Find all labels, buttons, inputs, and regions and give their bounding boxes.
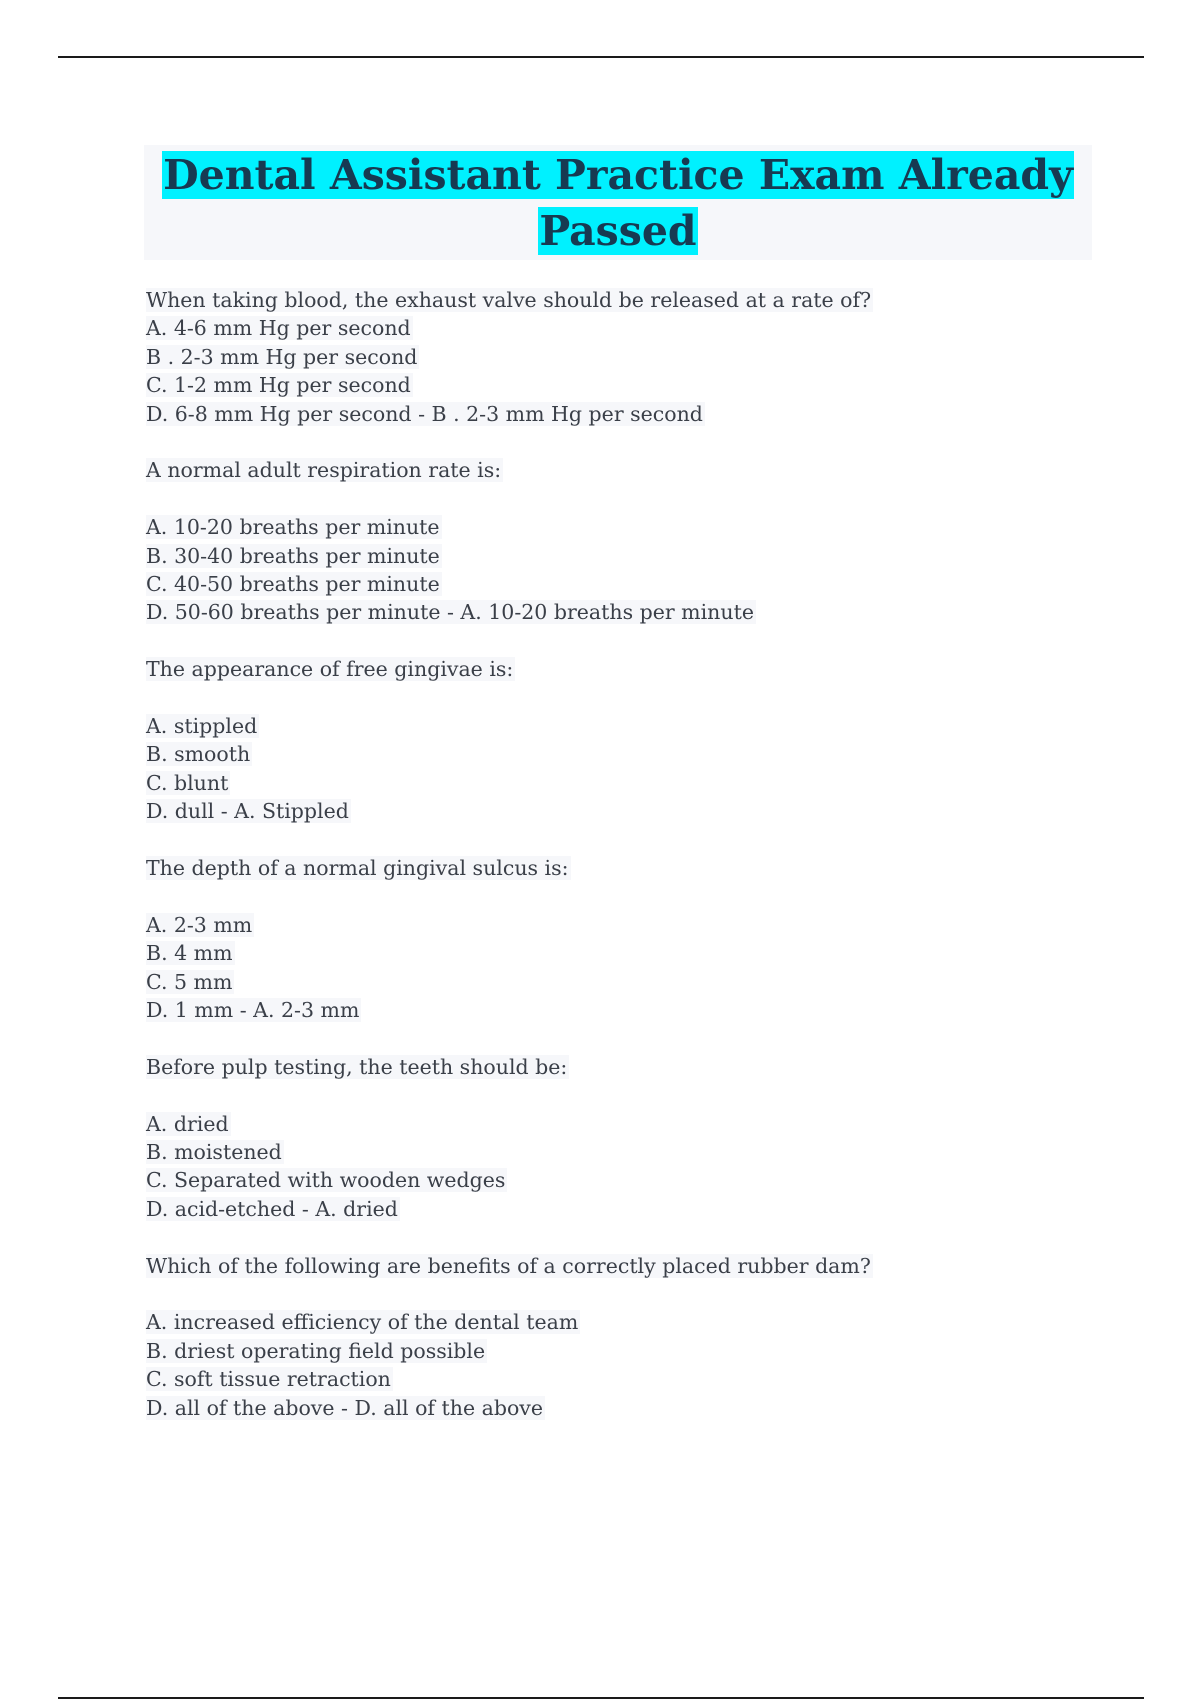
question-text: Which of the following are benefits of a correctly placed rubber dam?	[146, 1253, 871, 1278]
question-text: Before pulp testing, the teeth should be:	[146, 1054, 568, 1079]
answer-option: A. stippled	[146, 714, 258, 739]
question-block-2	[146, 456, 1086, 626]
answer-option: C. Separated with wooden wedges	[146, 1168, 506, 1193]
question-block-5	[146, 1053, 1086, 1223]
question-text: A normal adult respiration rate is:	[146, 458, 502, 483]
answer-option: C. 40-50 breaths per minute	[146, 572, 440, 597]
answer-option-with-key: D. dull - A. Stippled	[146, 799, 349, 824]
answer-option: B. smooth	[146, 742, 251, 767]
answer-option: B. moistened	[146, 1140, 282, 1165]
question-list	[146, 286, 1086, 1450]
question-text: When taking blood, the exhaust valve should be released at a rate of?	[146, 288, 872, 312]
answer-option: A. increased efficiency of the dental team	[146, 1310, 579, 1335]
answer-option-with-key: D. acid-etched - A. dried	[146, 1196, 398, 1221]
question-block-4	[146, 854, 1086, 1024]
answer-option-with-key: D. 1 mm - A. 2-3 mm	[146, 998, 360, 1023]
answer-option: B. driest operating field possible	[146, 1338, 486, 1363]
answer-option: C. blunt	[146, 770, 229, 795]
question-text: The depth of a normal gingival sulcus is:	[146, 856, 569, 881]
question-block-3	[146, 655, 1086, 825]
question-block-6	[146, 1252, 1086, 1422]
header-rule	[58, 56, 1144, 58]
document-title	[144, 147, 1092, 259]
answer-option-with-key: D. 50-60 breaths per minute - A. 10-20 breaths per minute	[146, 600, 754, 625]
answer-option: A. dried	[146, 1111, 229, 1136]
title-line-1: Dental Assistant Practice Exam Already	[163, 151, 1073, 199]
question-block-1	[146, 286, 1086, 428]
answer-option: A. 4-6 mm Hg per second	[146, 316, 411, 341]
title-block	[144, 145, 1092, 260]
footer-rule	[58, 1697, 1144, 1699]
answer-option: B. 4 mm	[146, 941, 233, 966]
answer-option: B . 2-3 mm Hg per second	[146, 344, 418, 369]
question-text: The appearance of free gingivae is:	[146, 657, 514, 682]
answer-option-with-key: D. all of the above - D. all of the above	[146, 1395, 544, 1420]
title-line-2: Passed	[539, 207, 697, 255]
answer-option: C. 5 mm	[146, 969, 233, 994]
answer-option-with-key: D. 6-8 mm Hg per second - B . 2-3 mm Hg per second	[146, 401, 703, 426]
answer-option: C. soft tissue retraction	[146, 1367, 391, 1392]
answer-option: A. 2-3 mm	[146, 912, 253, 937]
answer-option: A. 10-20 breaths per minute	[146, 515, 440, 540]
answer-option: C. 1-2 mm Hg per second	[146, 373, 411, 398]
answer-option: B. 30-40 breaths per minute	[146, 543, 440, 568]
